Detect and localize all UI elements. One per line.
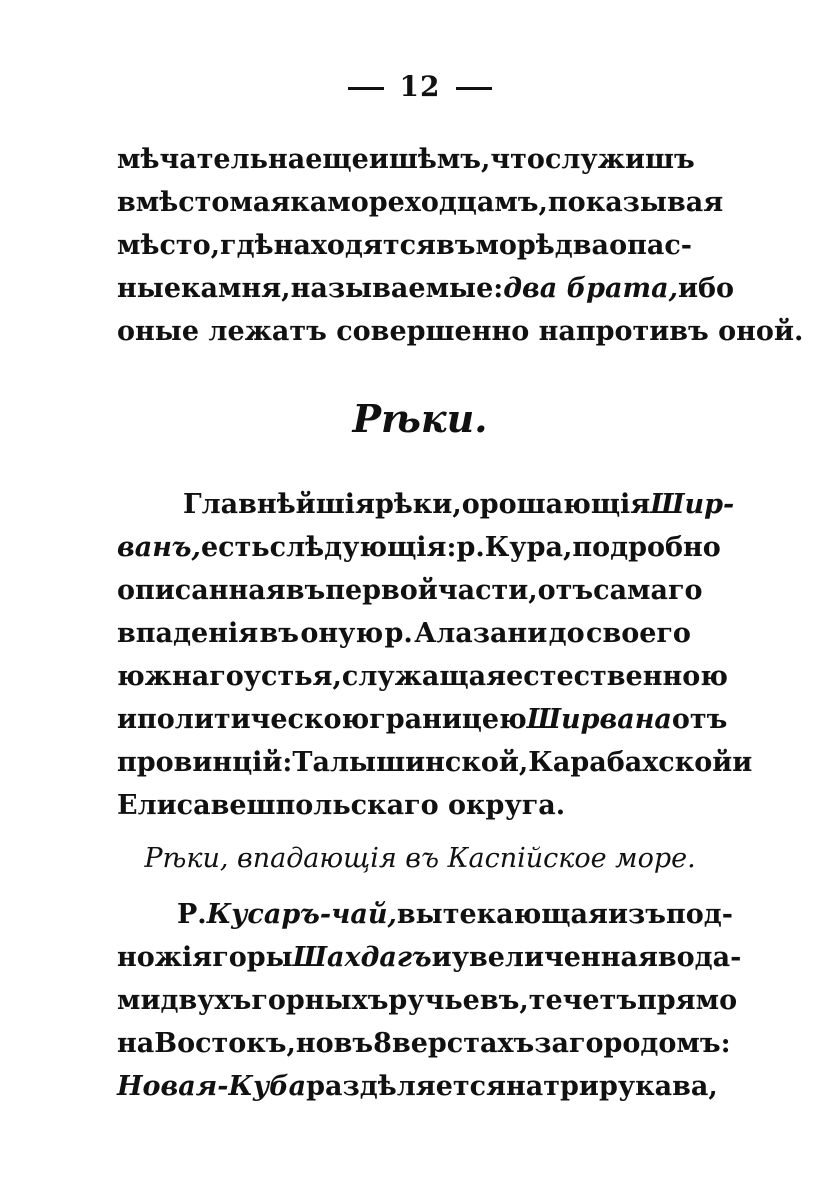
word: Кура,	[484, 532, 573, 563]
word: границею	[369, 704, 527, 735]
word: городомъ:	[568, 1028, 731, 1059]
word: называемые:	[290, 273, 504, 304]
word: рѣки,	[374, 489, 462, 520]
word: въ	[285, 575, 326, 606]
word: прямо	[637, 985, 738, 1016]
word: описанная	[117, 575, 286, 606]
word: вода-	[657, 942, 742, 973]
text-line	[117, 979, 738, 1022]
word: Р.	[177, 899, 207, 930]
text-line	[117, 655, 728, 698]
folio-dash-left	[348, 87, 384, 90]
word: верстахъ	[391, 1028, 535, 1059]
word: мѣсто,	[117, 230, 221, 261]
italic-term: ванъ,	[117, 532, 201, 563]
italic-term: Ширвана	[526, 704, 672, 735]
word: раздѣляется	[306, 1071, 507, 1102]
italic-term: Кусаръ-чай,	[206, 899, 397, 930]
word: части,	[437, 575, 538, 606]
word: провинцій:	[117, 747, 293, 778]
text-line	[117, 1022, 731, 1065]
word: ные	[117, 273, 182, 304]
text-line	[117, 698, 728, 741]
word: р.	[456, 532, 485, 563]
word: отъ	[671, 704, 728, 735]
word: р.	[384, 618, 413, 649]
text-line	[117, 612, 691, 655]
word: мореходцамъ,	[327, 187, 548, 218]
word: въ	[435, 230, 476, 261]
word: слѣдующія:	[269, 532, 457, 563]
word: ми	[117, 985, 161, 1016]
word: горы	[212, 942, 293, 973]
text-line	[117, 181, 724, 224]
word: шѣмъ,	[388, 144, 491, 175]
word: два	[554, 230, 610, 261]
word: устья,	[243, 661, 342, 692]
word: три	[543, 1071, 599, 1102]
text-line	[117, 138, 695, 181]
word: за	[534, 1028, 569, 1059]
word: вытекающая	[396, 899, 608, 930]
word: маяка	[229, 187, 328, 218]
text-line	[117, 893, 733, 936]
word: увеличенная	[451, 942, 658, 973]
word: до	[548, 618, 585, 649]
text-line	[117, 569, 703, 612]
text-line	[117, 1065, 718, 1108]
word: въ	[333, 1028, 374, 1059]
text-line	[117, 310, 804, 353]
word: подробно	[572, 532, 721, 563]
italic-term: Шахдагъ	[292, 942, 432, 973]
page-number-text: 12	[399, 70, 441, 103]
word: и	[117, 704, 138, 735]
word: Талышинской,	[292, 747, 529, 778]
word: орошающія	[461, 489, 651, 520]
word: гдѣ	[220, 230, 274, 261]
paragraph-main-rivers	[117, 483, 753, 827]
word: своего	[586, 618, 691, 649]
word: вмѣсто	[117, 187, 230, 218]
folio-dash-right	[456, 87, 492, 90]
word: ручьевъ,	[388, 985, 529, 1016]
italic-term-dva-brata: два брата,	[503, 273, 678, 304]
word: служишъ	[544, 144, 695, 175]
word: мѣчательна	[117, 144, 306, 175]
word: и	[732, 747, 753, 778]
word: ибо	[677, 273, 735, 304]
text-line	[117, 784, 691, 827]
word: 8	[373, 1028, 392, 1059]
word: на	[117, 1028, 155, 1059]
word: на	[506, 1071, 544, 1102]
word: двухъ	[160, 985, 252, 1016]
line-text: оные лежатъ совершенно напротивъ оной.	[117, 316, 804, 347]
text-line	[117, 224, 691, 267]
word: впаденія	[117, 618, 259, 649]
word: Главнѣйшія	[183, 489, 375, 520]
word: Алазани	[414, 618, 548, 649]
word: но	[295, 1028, 334, 1059]
word: камня,	[181, 273, 291, 304]
line-text: Елисавешпольскаго округа.	[117, 790, 566, 821]
paragraph-kusar-chai	[117, 893, 742, 1108]
text-line	[117, 936, 742, 979]
text-line	[117, 267, 735, 310]
word: Карабахской	[528, 747, 733, 778]
word: изъ	[607, 899, 666, 930]
word: и	[431, 942, 452, 973]
word: горныхъ	[251, 985, 389, 1016]
word: под-	[665, 899, 733, 930]
word: течетъ	[528, 985, 638, 1016]
word: политическою	[137, 704, 370, 735]
text-line	[117, 526, 721, 569]
word: рукава,	[598, 1071, 718, 1102]
word: естественною	[506, 661, 728, 692]
word: Востокъ,	[154, 1028, 296, 1059]
word: показывая	[547, 187, 724, 218]
subsection-heading: Рѣки, впадающія въ Каспійское море.	[144, 843, 696, 874]
word: оную	[300, 618, 384, 649]
word: первой	[325, 575, 438, 606]
word: въ	[259, 618, 300, 649]
paragraph-lighthouse	[117, 138, 804, 353]
word: находятся	[273, 230, 436, 261]
text-line	[117, 483, 735, 526]
text-line	[117, 741, 753, 784]
section-heading: Рѣки.	[352, 396, 488, 441]
word: морѣ	[475, 230, 555, 261]
word: отъ	[537, 575, 594, 606]
word: есть	[200, 532, 270, 563]
word: опас-	[609, 230, 692, 261]
word: служащая	[341, 661, 507, 692]
word: ножія	[117, 942, 213, 973]
word: еще	[305, 144, 369, 175]
word: и	[368, 144, 389, 175]
italic-term: Новая-Куба	[117, 1071, 307, 1102]
word: южнаго	[117, 661, 244, 692]
word: что	[490, 144, 545, 175]
word: самаго	[593, 575, 703, 606]
italic-term: Шир-	[650, 489, 735, 520]
page-number	[0, 70, 840, 103]
